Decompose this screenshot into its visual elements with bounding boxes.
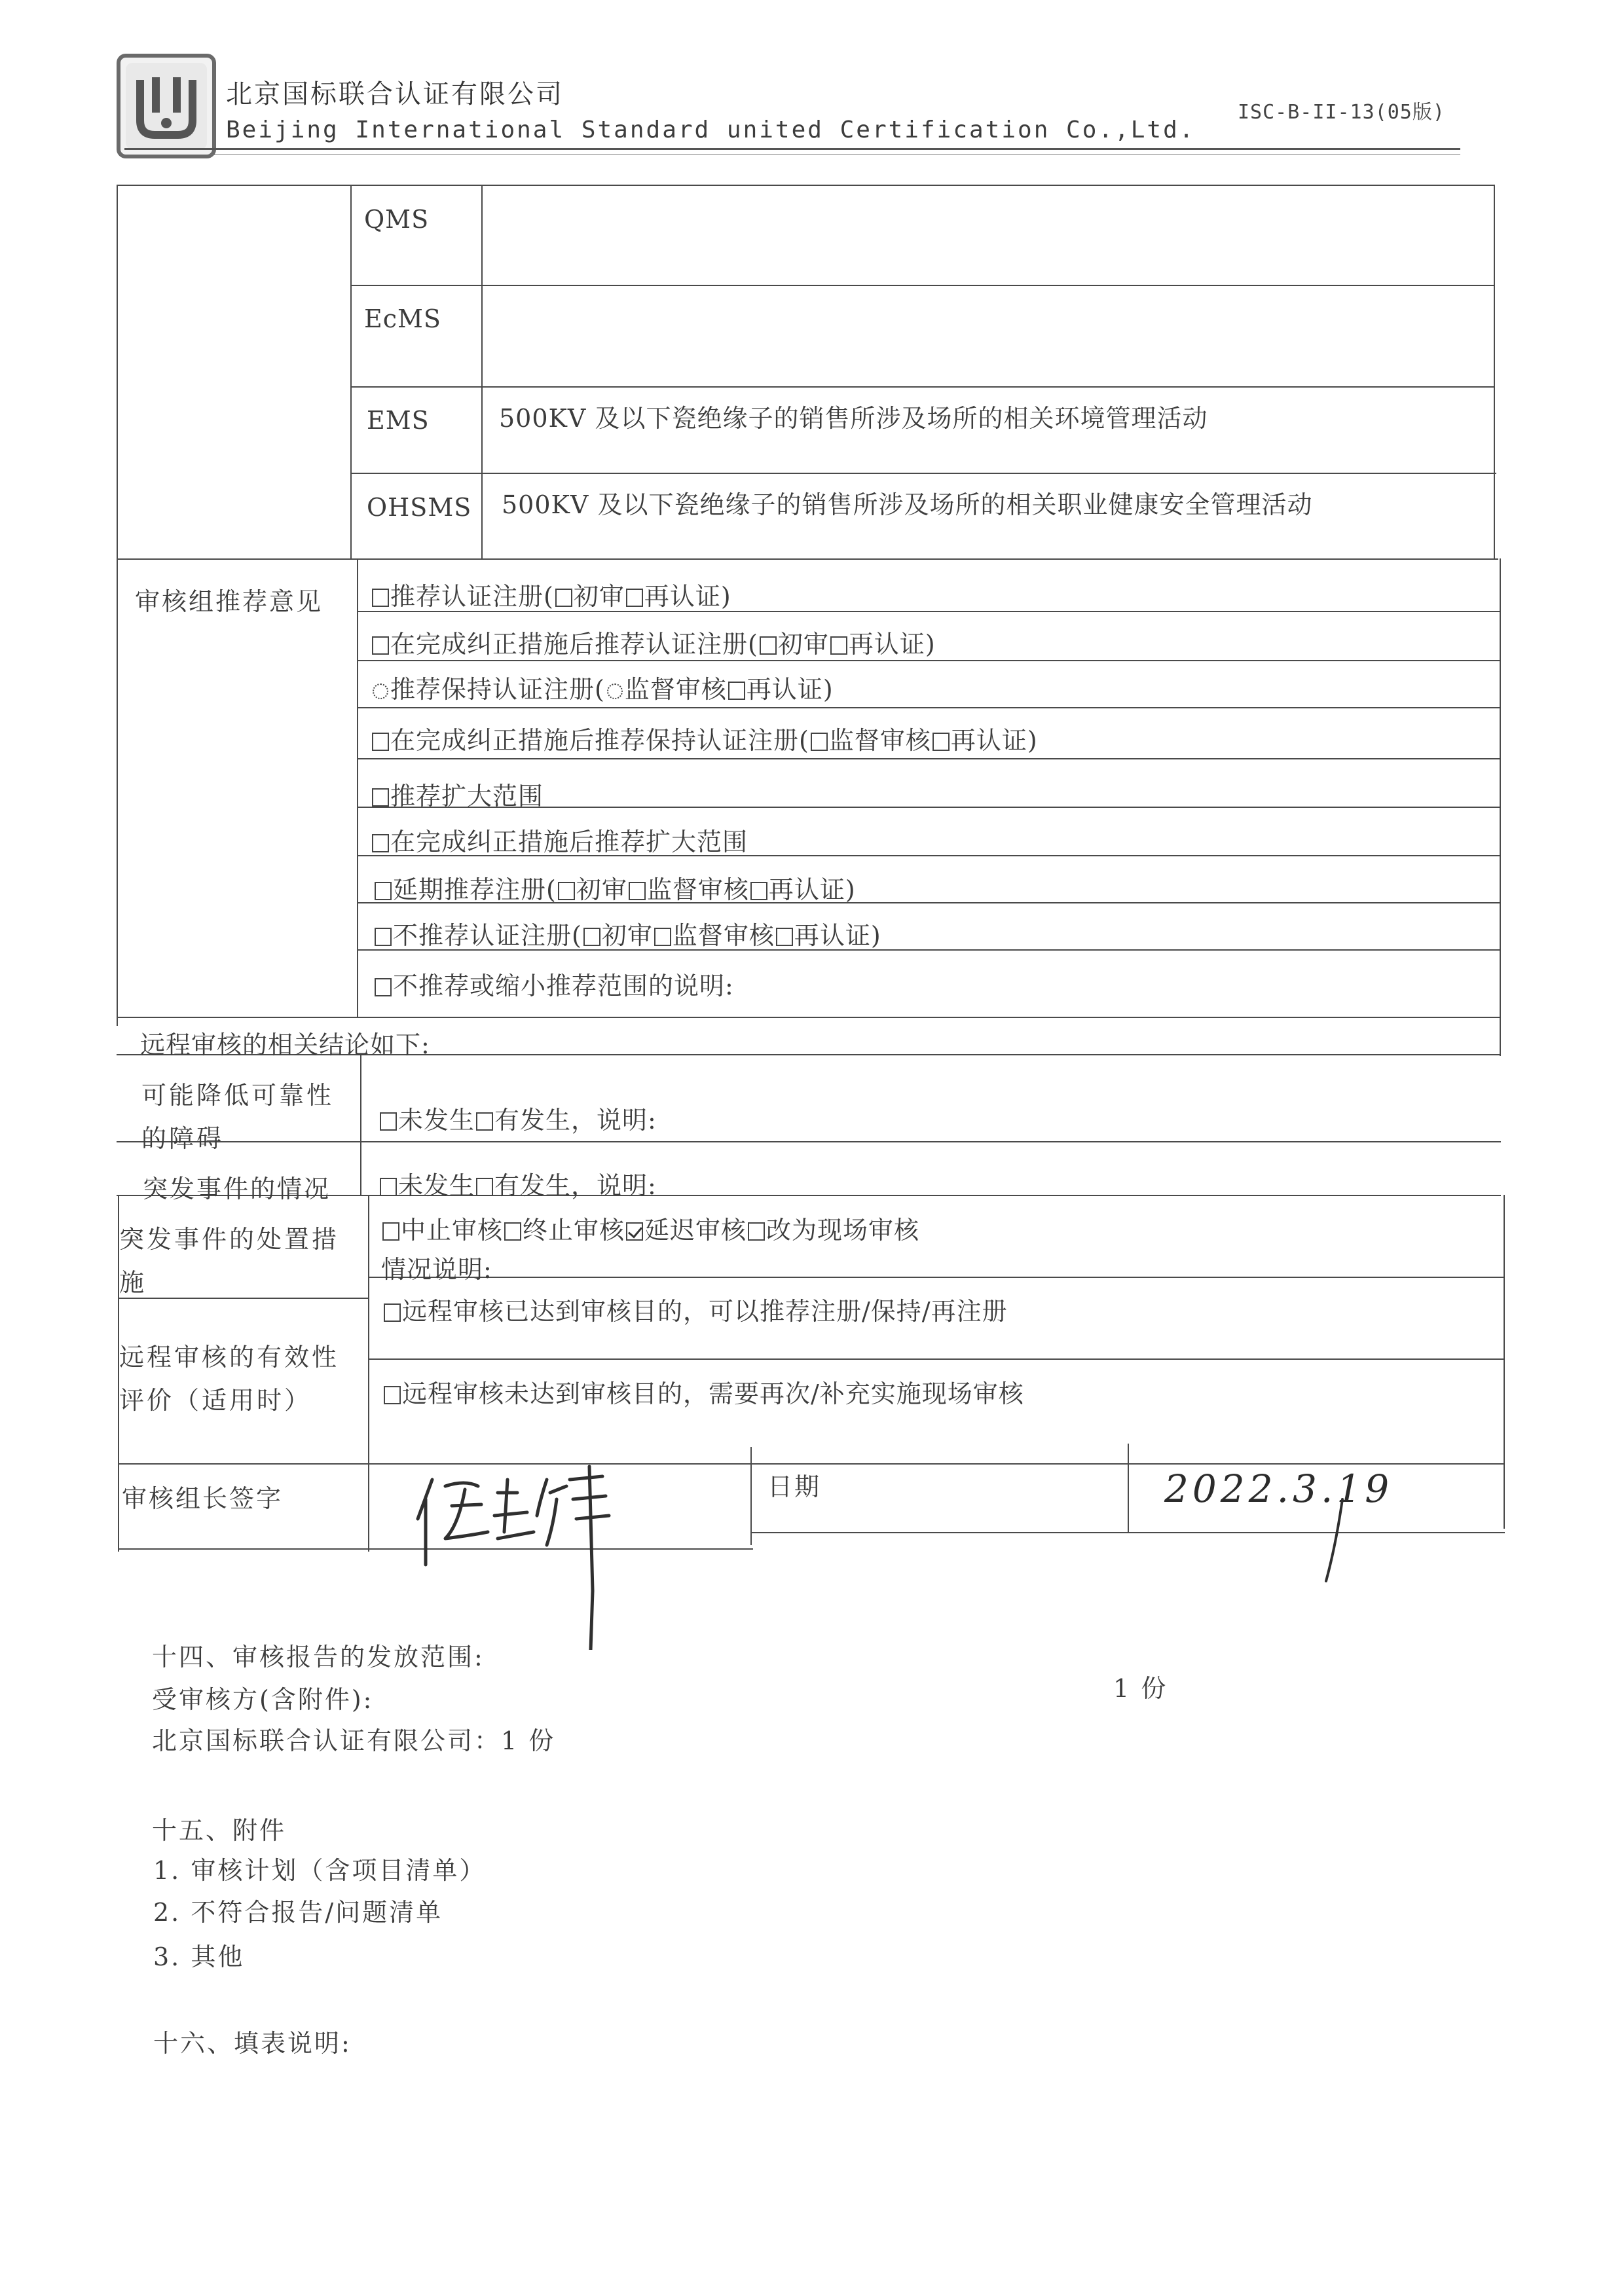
checkbox-icon[interactable] — [830, 636, 847, 655]
table-line — [350, 285, 1495, 286]
recommend-option-3: 推荐保持认证注册( 监督审核 再认证) — [371, 669, 834, 705]
company-name-cn: 北京国标联合认证有限公司 — [226, 79, 564, 109]
measures-options: 中止审核 终止审核 延迟审核 改为现场审核 — [381, 1210, 919, 1246]
selected-marker-icon[interactable] — [607, 683, 623, 699]
section-15-title: 十五、附件 — [152, 1816, 287, 1845]
recommend-option-1: 推荐认证注册( 初审 再认证) — [371, 576, 731, 612]
checked-checkbox-icon[interactable] — [626, 1222, 643, 1241]
checkbox-icon[interactable] — [728, 682, 745, 700]
recommend-option-8: 不推荐认证注册( 初审 监督审核 再认证) — [373, 915, 881, 951]
checkbox-icon[interactable] — [375, 882, 392, 900]
checkbox-icon[interactable] — [372, 788, 389, 807]
table-line — [357, 558, 358, 1017]
checkbox-icon[interactable] — [380, 1112, 397, 1131]
table-line — [357, 707, 1500, 708]
checkbox-icon[interactable] — [476, 1178, 493, 1196]
table-line — [481, 185, 483, 558]
checkbox-icon[interactable] — [382, 1222, 399, 1241]
section-14-line-1-count: 1 份 — [1113, 1674, 1168, 1703]
document-code: ISC-B-II-13(05版) — [1238, 101, 1445, 124]
table-line — [350, 473, 1496, 474]
checkbox-icon[interactable] — [476, 1112, 493, 1131]
checkbox-icon[interactable] — [372, 636, 389, 655]
checkbox-icon[interactable] — [558, 882, 575, 900]
header-rule — [124, 148, 1460, 150]
table-line — [357, 660, 1500, 661]
checkbox-icon[interactable] — [583, 928, 600, 946]
checkbox-icon[interactable] — [372, 589, 389, 607]
checkbox-icon[interactable] — [504, 1222, 521, 1241]
table-line — [117, 1017, 1501, 1018]
reliability-options: 未发生 有发生，说明: — [378, 1100, 657, 1136]
table-line — [350, 185, 352, 558]
table-line — [360, 1054, 361, 1195]
section-14-title: 十四、审核报告的发放范围: — [152, 1643, 485, 1671]
recommend-option-7: 延期推荐注册( 初审 监督审核 再认证) — [373, 869, 856, 905]
table-line — [368, 1358, 1504, 1360]
table-line — [117, 558, 1498, 560]
checkbox-icon[interactable] — [372, 834, 389, 852]
validity-label: 远程审核的有效性 评价（适用时） — [119, 1343, 340, 1415]
validity-option-1: 远程审核已达到审核目的，可以推荐注册/保持/再注册 — [382, 1291, 1008, 1327]
checkbox-icon[interactable] — [932, 733, 950, 751]
recommend-option-2: 在完成纠正措施后推荐认证注册( 初审 再认证) — [371, 624, 936, 660]
recommend-option-6: 在完成纠正措施后推荐扩大范围 — [371, 822, 748, 858]
section-14-line-1: 受审核方(含附件): — [152, 1685, 374, 1714]
incident-options: 未发生 有发生，说明: — [378, 1165, 657, 1201]
scope-label-ohsms: OHSMS — [367, 493, 472, 522]
scope-value-ems: 500KV 及以下瓷绝缘子的销售所涉及场所的相关环境管理活动 — [499, 404, 1208, 433]
remote-heading: 远程审核的相关结论如下: — [140, 1030, 430, 1059]
checkbox-icon[interactable] — [380, 1178, 397, 1196]
table-line — [368, 1195, 369, 1552]
attachment-item: 1. 审核计划（含项目清单） — [153, 1856, 487, 1885]
scope-label-ecms: EcMS — [364, 304, 441, 333]
recommend-option-5: 推荐扩大范围 — [371, 776, 544, 812]
date-label: 日期 — [767, 1472, 822, 1501]
checkbox-icon[interactable] — [654, 928, 671, 946]
table-line — [368, 1277, 1504, 1278]
measures-label: 突发事件的处置措 施 — [119, 1225, 340, 1297]
table-line — [357, 758, 1500, 759]
attachment-item: 2. 不符合报告/问题清单 — [153, 1898, 443, 1927]
checkbox-icon[interactable] — [626, 589, 643, 607]
scope-value-ohsms: 500KV 及以下瓷绝缘子的销售所涉及场所的相关职业健康安全管理活动 — [502, 490, 1313, 519]
checkbox-icon[interactable] — [375, 928, 392, 946]
scope-label-ems: EMS — [367, 406, 430, 435]
table-line — [1494, 185, 1495, 558]
table-line — [117, 185, 1495, 186]
signature-date: 2022.3.19 — [1164, 1467, 1393, 1511]
selected-marker-icon[interactable] — [373, 683, 388, 699]
recommend-label: 审核组推荐意见 — [135, 587, 323, 616]
checkbox-icon[interactable] — [555, 589, 572, 607]
company-logo-icon — [120, 58, 212, 155]
checkbox-icon[interactable] — [384, 1303, 401, 1322]
attachment-item: 3. 其他 — [153, 1942, 245, 1971]
scope-label-qms: QMS — [364, 205, 430, 234]
checkbox-icon[interactable] — [375, 978, 392, 996]
checkbox-icon[interactable] — [760, 636, 777, 655]
checkbox-icon[interactable] — [372, 733, 389, 751]
section-14-line-2: 北京国标联合认证有限公司：1 份 — [152, 1726, 556, 1755]
table-line — [1504, 1195, 1505, 1529]
table-line — [750, 1447, 752, 1545]
recommend-option-4: 在完成纠正措施后推荐保持认证注册( 监督审核 再认证) — [371, 720, 1038, 756]
checkbox-icon[interactable] — [811, 733, 828, 751]
measures-note: 情况说明: — [381, 1255, 492, 1284]
section-16-title: 十六、填表说明: — [153, 2029, 352, 2058]
company-logo — [117, 54, 216, 158]
table-line — [117, 185, 118, 1026]
incident-label: 突发事件的情况 — [143, 1175, 331, 1203]
table-line — [1500, 558, 1501, 1056]
recommend-option-9: 不推荐或缩小推荐范围的说明: — [373, 966, 734, 1002]
leader-signature-icon — [406, 1453, 642, 1650]
table-line — [350, 386, 1495, 388]
checkbox-icon[interactable] — [750, 882, 767, 900]
checkbox-icon[interactable] — [748, 1222, 765, 1241]
leader-signature-label: 审核组长签字 — [122, 1484, 284, 1513]
table-line — [1128, 1444, 1129, 1532]
table-line — [750, 1532, 1505, 1533]
validity-option-2: 远程审核未达到审核目的，需要再次/补充实施现场审核 — [382, 1374, 1024, 1410]
checkbox-icon[interactable] — [776, 928, 793, 946]
checkbox-icon[interactable] — [629, 882, 646, 900]
reliability-label: 可能降低可靠性 的障碍 — [141, 1081, 335, 1153]
checkbox-icon[interactable] — [384, 1386, 401, 1404]
date-stroke-icon — [1153, 1453, 1375, 1584]
company-name-en: Beijing International Standard united Certification Co.,Ltd. — [226, 117, 1196, 143]
